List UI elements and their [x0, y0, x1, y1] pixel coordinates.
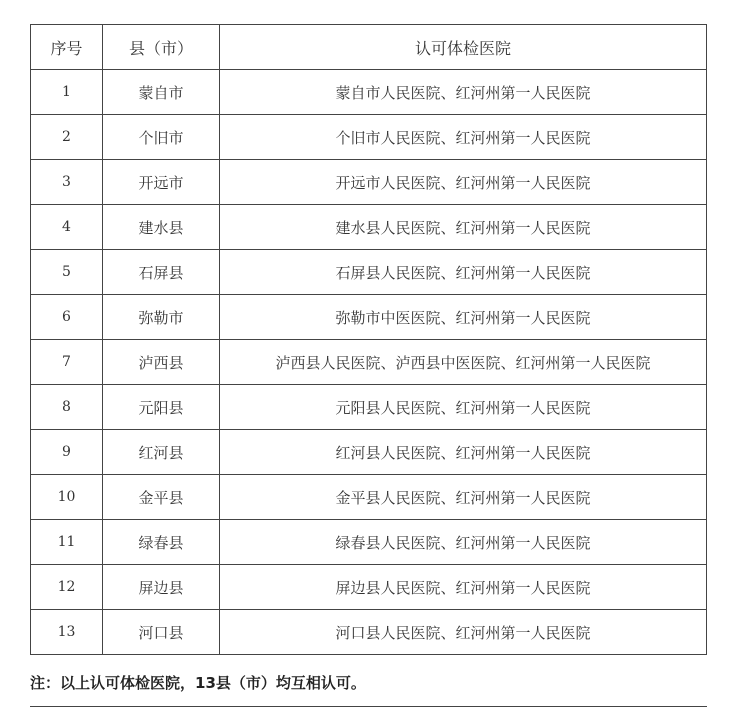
- footnote: 注：以上认可体检医院，13县（市）均互相认可。: [30, 674, 366, 692]
- row-seq: 6: [31, 295, 103, 340]
- row-hospitals: 泸西县人民医院、泸西县中医医院、红河州第一人民医院: [220, 340, 707, 385]
- row-county: 元阳县: [103, 385, 220, 430]
- row-county: 建水县: [103, 205, 220, 250]
- table-row: [31, 160, 707, 205]
- header-hospitals: 认可体检医院: [220, 25, 707, 70]
- row-county: 绿春县: [103, 520, 220, 565]
- row-county: 屏边县: [103, 565, 220, 610]
- row-county: 开远市: [103, 160, 220, 205]
- row-seq: 10: [31, 475, 103, 520]
- row-hospitals: 开远市人民医院、红河州第一人民医院: [220, 160, 707, 205]
- row-hospitals: 蒙自市人民医院、红河州第一人民医院: [220, 70, 707, 115]
- row-hospitals: 绿春县人民医院、红河州第一人民医院: [220, 520, 707, 565]
- row-seq: 7: [31, 340, 103, 385]
- row-county: 金平县: [103, 475, 220, 520]
- table-row: [31, 475, 707, 520]
- header-seq: 序号: [31, 25, 103, 70]
- table-body: [31, 70, 707, 655]
- table-row: [31, 250, 707, 295]
- row-hospitals: 红河县人民医院、红河州第一人民医院: [220, 430, 707, 475]
- row-hospitals: 个旧市人民医院、红河州第一人民医院: [220, 115, 707, 160]
- table-row: [31, 205, 707, 250]
- row-hospitals: 元阳县人民医院、红河州第一人民医院: [220, 385, 707, 430]
- row-hospitals: 屏边县人民医院、红河州第一人民医院: [220, 565, 707, 610]
- row-seq: 8: [31, 385, 103, 430]
- row-hospitals: 石屏县人民医院、红河州第一人民医院: [220, 250, 707, 295]
- row-county: 个旧市: [103, 115, 220, 160]
- row-county: 石屏县: [103, 250, 220, 295]
- row-county: 泸西县: [103, 340, 220, 385]
- row-hospitals: 建水县人民医院、红河州第一人民医院: [220, 205, 707, 250]
- row-seq: 13: [31, 610, 103, 655]
- row-seq: 11: [31, 520, 103, 565]
- table-row: [31, 340, 707, 385]
- table-header: [31, 25, 707, 70]
- table-row: [31, 565, 707, 610]
- row-seq: 2: [31, 115, 103, 160]
- table-row: [31, 70, 707, 115]
- table-row: [31, 385, 707, 430]
- row-county: 红河县: [103, 430, 220, 475]
- table-row: [31, 430, 707, 475]
- row-county: 弥勒市: [103, 295, 220, 340]
- row-county: 蒙自市: [103, 70, 220, 115]
- table-row: [31, 610, 707, 655]
- row-seq: 4: [31, 205, 103, 250]
- row-hospitals: 金平县人民医院、红河州第一人民医院: [220, 475, 707, 520]
- hospital-table: [30, 24, 707, 655]
- bottom-divider: [30, 706, 707, 707]
- row-seq: 3: [31, 160, 103, 205]
- row-seq: 1: [31, 70, 103, 115]
- table-row: [31, 295, 707, 340]
- row-seq: 5: [31, 250, 103, 295]
- table-row: [31, 520, 707, 565]
- row-seq: 12: [31, 565, 103, 610]
- header-row: [31, 25, 707, 70]
- row-hospitals: 河口县人民医院、红河州第一人民医院: [220, 610, 707, 655]
- row-hospitals: 弥勒市中医医院、红河州第一人民医院: [220, 295, 707, 340]
- table-row: [31, 115, 707, 160]
- row-seq: 9: [31, 430, 103, 475]
- row-county: 河口县: [103, 610, 220, 655]
- header-county: 县（市）: [103, 25, 220, 70]
